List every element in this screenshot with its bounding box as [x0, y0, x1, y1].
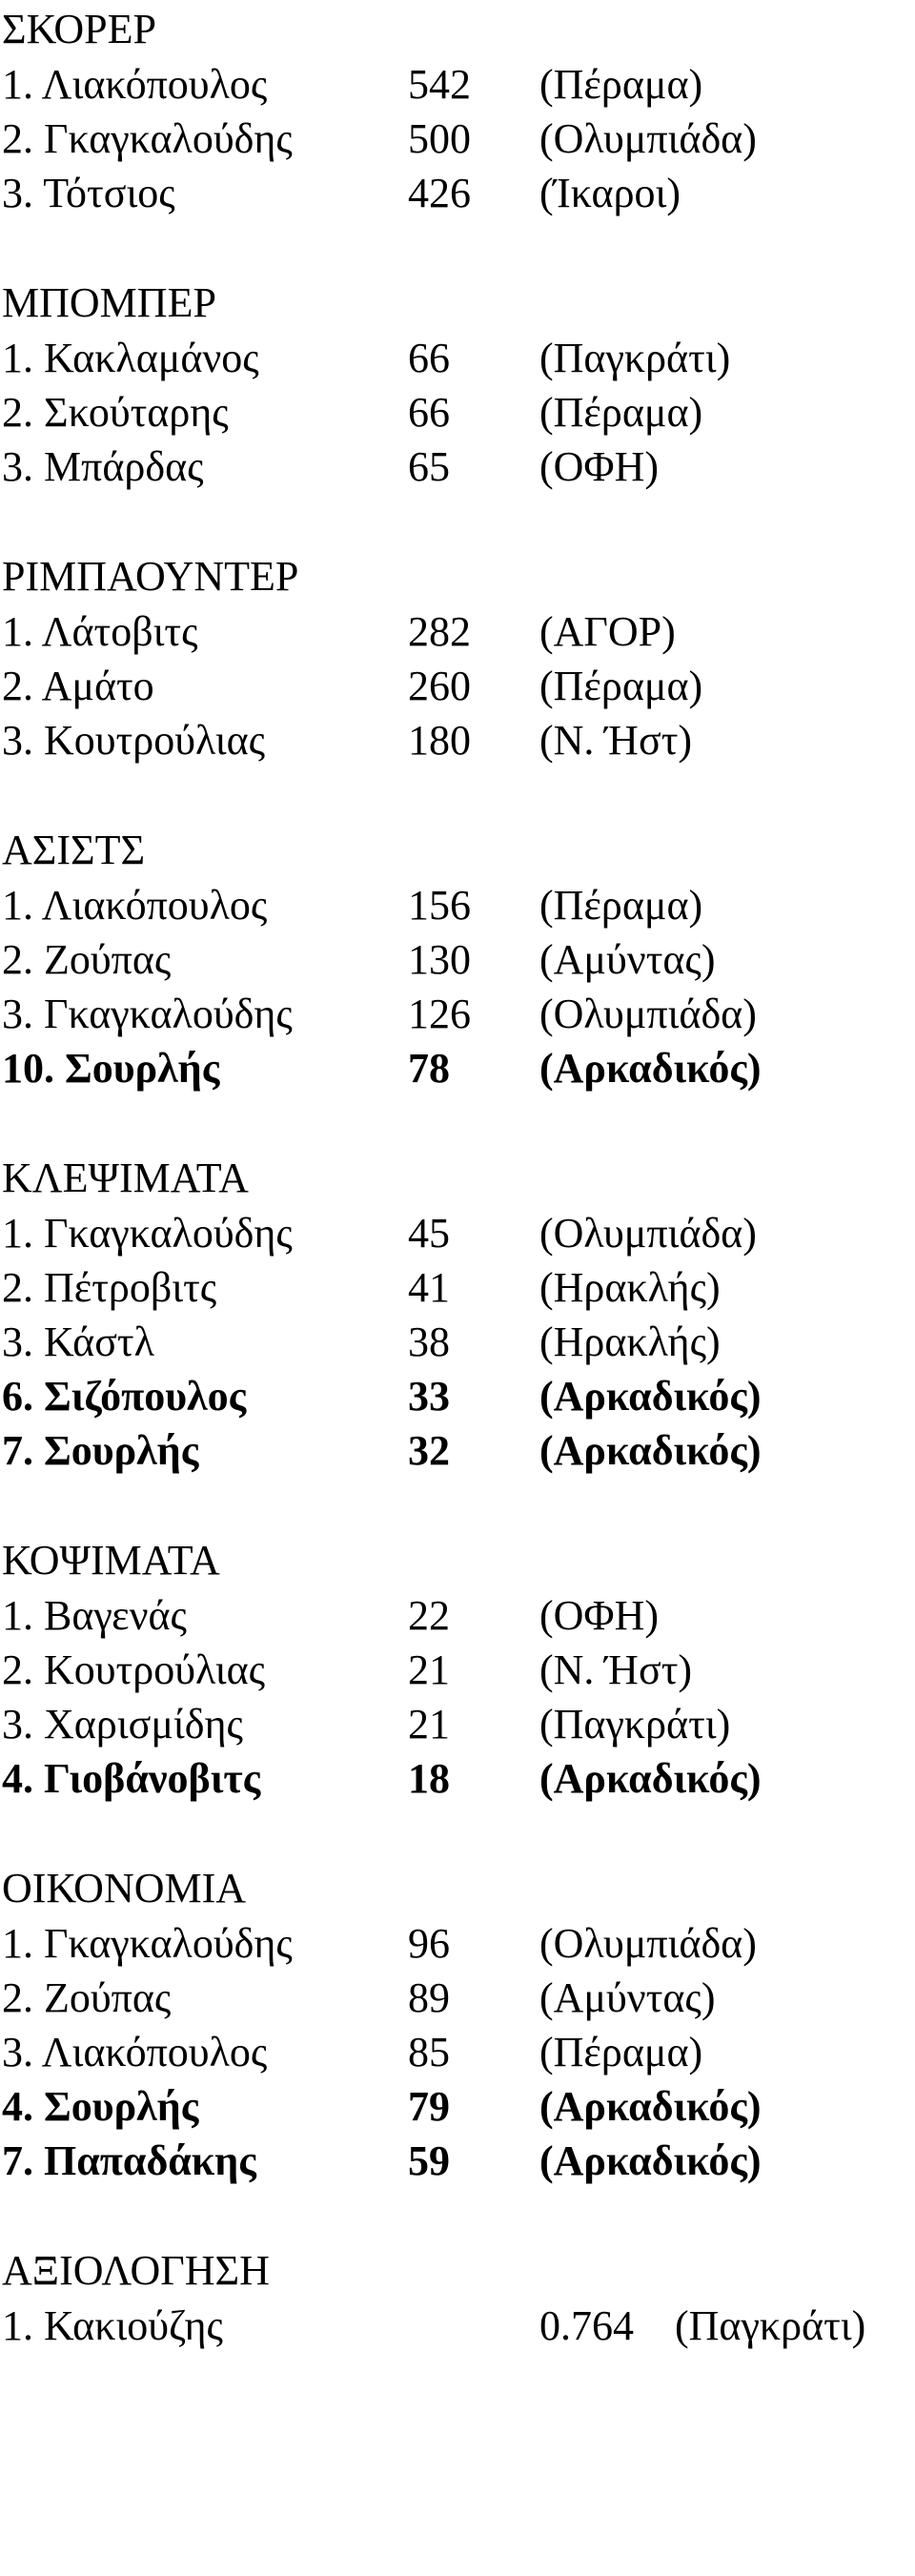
stat-section	[0, 823, 915, 1095]
player-row	[0, 385, 915, 440]
player-row	[0, 440, 915, 494]
player-row	[0, 1260, 915, 1315]
player-name: 2. Πέτροβιτς	[2, 1264, 217, 1311]
player-name: 3. Κουτρούλιας	[2, 717, 266, 764]
player-name: 4. Γιοβάνοβιτς	[2, 1755, 261, 1802]
stat-value: 41	[408, 1264, 450, 1311]
section-heading: ΜΠΟΜΠΕΡ	[2, 279, 216, 326]
stat-value: 21	[408, 1701, 450, 1748]
stat-value: 96	[408, 1920, 450, 1967]
stat-value: 32	[408, 1427, 450, 1474]
stat-value: 66	[408, 389, 450, 436]
player-name: 1. Λιακόπουλος	[2, 61, 268, 108]
section-heading: ΑΞΙΟΛΟΓΗΣΗ	[2, 2247, 270, 2294]
team-name: (Παγκράτι)	[539, 1701, 731, 1748]
section-heading: ΡΙΜΠΑΟΥΝΤΕΡ	[2, 553, 299, 600]
player-row	[0, 1041, 915, 1095]
section-heading: ΣΚΟΡΕΡ	[2, 6, 156, 52]
stat-value: 65	[408, 443, 450, 490]
section-heading: ΟΙΚΟΝΟΜΙΑ	[2, 1865, 247, 1912]
player-row	[0, 2025, 915, 2079]
stat-value: 59	[408, 2137, 450, 2184]
stat-value: 78	[408, 1045, 450, 1092]
section-heading: ΚΛΕΨΙΜΑΤΑ	[2, 1155, 249, 1201]
player-name: 2. Κουτρούλιας	[2, 1646, 266, 1693]
stat-value: 542	[408, 61, 471, 108]
stat-value: 500	[408, 115, 471, 162]
stat-value: 22	[408, 1592, 450, 1639]
player-row	[0, 1423, 915, 1478]
player-row	[0, 987, 915, 1041]
team-name: (Πέραμα)	[539, 61, 703, 108]
stat-section	[0, 1151, 915, 1478]
team-name: (ΟΦΗ)	[539, 443, 660, 490]
team-name: (Πέραμα)	[539, 882, 703, 929]
player-row	[0, 932, 915, 987]
stat-value: 126	[408, 991, 471, 1037]
player-row	[0, 112, 915, 166]
player-row	[0, 2134, 915, 2188]
stat-value: 85	[408, 2029, 450, 2075]
stat-section	[0, 2243, 915, 2353]
team-name: (Αρκαδικός)	[539, 1427, 762, 1474]
player-name: 4. Σουρλής	[2, 2083, 199, 2130]
team-name: (Πέραμα)	[539, 663, 703, 709]
player-row	[0, 1588, 915, 1643]
team-name: (Αρκαδικός)	[539, 2137, 762, 2184]
player-row	[0, 57, 915, 112]
player-row	[0, 878, 915, 932]
player-name: 6. Σιζόπουλος	[2, 1373, 247, 1420]
stat-value: 130	[408, 936, 471, 983]
player-name: 3. Τότσιος	[2, 170, 175, 216]
stat-section	[0, 276, 915, 494]
section-heading: ΚΟΨΙΜΑΤΑ	[2, 1537, 220, 1584]
stat-section	[0, 1533, 915, 1806]
player-row	[0, 1916, 915, 1971]
stat-value: 38	[408, 1319, 450, 1365]
team-name: (ΟΦΗ)	[539, 1592, 660, 1639]
player-name: 2. Ζούπας	[2, 1974, 172, 2021]
team-name: (Παγκράτι)	[539, 335, 731, 381]
player-name: 2. Ζούπας	[2, 936, 172, 983]
team-name: (Αμύντας)	[539, 936, 716, 983]
player-row	[0, 1971, 915, 2025]
team-name: (Ν. Ήστ)	[539, 1646, 693, 1693]
team-name: (Αμύντας)	[539, 1974, 716, 2021]
player-name: 2. Σκούταρης	[2, 389, 229, 436]
stat-value: 21	[408, 1646, 450, 1693]
player-name: 2. Γκαγκαλούδης	[2, 115, 293, 162]
team-name: (Αρκαδικός)	[539, 1755, 762, 1802]
player-row	[0, 1697, 915, 1751]
player-name: 3. Λιακόπουλος	[2, 2029, 268, 2075]
stat-value: 18	[408, 1755, 450, 1802]
team-name: (Ηρακλής)	[539, 1319, 721, 1365]
team-name: (ΑΓΟΡ)	[539, 608, 676, 655]
player-row	[0, 1369, 915, 1423]
team-name: (Ίκαροι)	[539, 170, 681, 216]
player-row	[0, 331, 915, 385]
stat-value: 89	[408, 1974, 450, 2021]
player-name: 3. Κάστλ	[2, 1319, 154, 1365]
player-row	[0, 2299, 915, 2353]
stat-value: 79	[408, 2083, 450, 2130]
stat-value: 66	[408, 335, 450, 381]
player-name: 1. Λιακόπουλος	[2, 882, 268, 929]
player-name: 1. Κακιούζης	[2, 2302, 223, 2349]
player-name: 3. Χαρισμίδης	[2, 1701, 243, 1748]
player-row	[0, 604, 915, 659]
stat-value: 156	[408, 882, 471, 929]
stat-section	[0, 549, 915, 767]
player-name: 1. Λάτοβιτς	[2, 608, 198, 655]
player-name: 1. Κακλαμάνος	[2, 335, 259, 381]
stat-section	[0, 1861, 915, 2188]
stat-value: 0.764	[539, 2302, 634, 2349]
team-name: (Πέραμα)	[539, 389, 703, 436]
player-row	[0, 659, 915, 713]
team-name: (Ολυμπιάδα)	[539, 1920, 757, 1967]
section-heading: ΑΣΙΣΤΣ	[2, 827, 146, 873]
team-name: (Αρκαδικός)	[539, 1373, 762, 1420]
player-row	[0, 2079, 915, 2134]
player-row	[0, 1751, 915, 1806]
stat-value: 260	[408, 663, 471, 709]
team-name: (Παγκράτι)	[675, 2302, 866, 2349]
player-row	[0, 166, 915, 220]
player-row	[0, 1315, 915, 1369]
team-name: (Ολυμπιάδα)	[539, 991, 757, 1037]
player-name: 1. Γκαγκαλούδης	[2, 1920, 293, 1967]
stat-value: 180	[408, 717, 471, 764]
stat-value: 426	[408, 170, 471, 216]
team-name: (Ν. Ήστ)	[539, 717, 693, 764]
team-name: (Ολυμπιάδα)	[539, 1210, 757, 1257]
player-row	[0, 713, 915, 767]
team-name: (Ολυμπιάδα)	[539, 115, 757, 162]
team-name: (Ηρακλής)	[539, 1264, 721, 1311]
team-name: (Πέραμα)	[539, 2029, 703, 2075]
stat-value: 45	[408, 1210, 450, 1257]
team-name: (Αρκαδικός)	[539, 2083, 762, 2130]
stat-section	[0, 2, 915, 220]
player-name: 3. Γκαγκαλούδης	[2, 991, 293, 1037]
player-name: 2. Αμάτο	[2, 663, 154, 709]
player-name: 1. Βαγενάς	[2, 1592, 187, 1639]
player-name: 1. Γκαγκαλούδης	[2, 1210, 293, 1257]
player-name: 7. Παπαδάκης	[2, 2137, 256, 2184]
stat-value: 282	[408, 608, 471, 655]
player-name: 10. Σουρλής	[2, 1045, 220, 1092]
player-name: 3. Μπάρδας	[2, 443, 204, 490]
stat-value: 33	[408, 1373, 450, 1420]
player-name: 7. Σουρλής	[2, 1427, 199, 1474]
player-row	[0, 1643, 915, 1697]
player-row	[0, 1206, 915, 1260]
team-name: (Αρκαδικός)	[539, 1045, 762, 1092]
